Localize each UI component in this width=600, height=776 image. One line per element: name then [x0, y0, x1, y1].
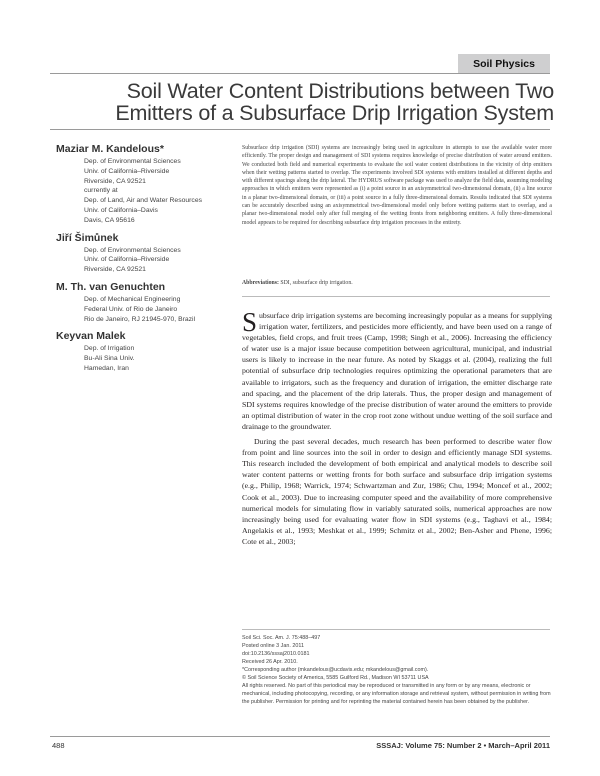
abstract: Subsurface drip irrigation (SDI) systems are increasingly being used in agriculture in attempts to use the available water more efficiently. The proper design and management of SDI systems requires knowledge of precise distribution of water around emitters. We conducted both field and numerical experiments to evaluate the soil water content distributions in the vicinity of drip emitters when their wetting patterns started to overlap. The experiments involved SDI systems with emitters installed at different depths and with different spacings along the drip lateral. The HYDRUS software package was used to analyze the field data, assuming modeling approaches in which emitters were represented as (i) a point source in an axisymmetrical two-dimensional domain, (ii) a line source in a planar two-dimensional domain, or (iii) a point source in a fully three-dimensional domain. Results indicated that SDI systems can be accurately described using an axisymmetrical two-dimensional model only before wetting patterns start to overlap, and a planar two-dimensional model only after full merging of the wetting fronts from neighboring emitters. A fully three-dimensional model appears to be required for describing subsurface drip irrigation processes in the entirety. — [242, 145, 552, 226]
footnote-line: © Soil Science Society of America, 5585 Guilford Rd., Madison WI 53711 USA — [242, 675, 429, 681]
article-title: Soil Water Content Distributions between Two Emitters of a Subsurface Drip Irrigation System — [115, 79, 554, 125]
author-name: Jiří Šimůnek — [56, 231, 119, 244]
affiliation-line: Dep. of Mechanical Engineering — [84, 295, 181, 303]
paragraph-text: ubsurface drip irrigation systems are becoming increasingly popular as a means for supplying irrigation water, fertilizers, and pesticides more efficiently, and have been used on a range of vegetables, field crops, and fruit trees (Camp, 1998; Singh et al., 2006). Increasing the efficiency of water use is a major issue because competition between agricultural, municipal, and industrial users is likely to increase in the near future. As noted by Skaggs et al. (2004), realizing the full potential of subsurface drip technologies requires optimizing the operational parameters that are available to irrigators, such as the frequency and duration of irrigation, the emitter discharge rate and spacing, and the placement of the drip laterals. Thus, the proper design and management of SDI systems requires knowledge of the precise distribution of water around the emitters to provide an optimal distribution of water in the crop root zone without undue wetting of the soil surface and drainage to the groundwater. — [242, 311, 552, 431]
affiliation-line: Dep. of Irrigation — [84, 345, 135, 353]
footnote-line: Received 26 Apr. 2010. — [242, 659, 298, 665]
affiliation-line: Univ. of California–Riverside — [84, 167, 170, 175]
abstract-divider — [242, 296, 550, 297]
footnote-line: Soil Sci. Soc. Am. J. 75:488–497 — [242, 635, 321, 641]
section-label: Soil Physics — [458, 54, 550, 73]
journal-info: SSSAJ: Volume 75: Number 2 • March–April 2011 — [376, 741, 550, 750]
abbreviations-text: SDI, subsurface drip irrigation. — [280, 280, 353, 286]
top-divider — [50, 73, 550, 74]
affiliation-line: Riverside, CA 92521 — [84, 177, 146, 185]
author-name: Maziar M. Kandelous* — [56, 143, 164, 155]
body-text — [242, 307, 552, 547]
body-paragraph — [242, 307, 552, 432]
author-block — [56, 330, 231, 373]
footnote-line: Posted online 3 Jan. 2011 — [242, 643, 304, 649]
author-block — [56, 232, 231, 275]
footer-divider — [50, 736, 550, 737]
affiliation-line: Bu-Ali Sina Univ. — [84, 355, 135, 363]
title-divider — [50, 129, 550, 130]
affiliation-line: Davis, CA 95616 — [84, 216, 135, 224]
abbreviations — [242, 280, 552, 286]
affiliation-line: Rio de Janeiro, RJ 21945-970, Brazil — [84, 315, 196, 323]
affiliation-line: Univ. of California–Davis — [84, 206, 158, 214]
affiliation-line: currently at — [84, 187, 118, 195]
body-paragraph: During the past several decades, much research has been performed to describe water flow from point and line sources into the soil in order to design and efficiently manage SDI systems. This research included the development of both empirical and analytical models to describe soil water content patterns or wetting fronts for both surface and subsurface drip irrigation systems (e.g., Philip, 1968; Warrick, 1974; Schwartzman and Zur, 1986; Chu, 1994; Moncef et al., 2002; Cook et al., 2003). Due to increasing computer speed and the availability of more comprehensive numerical models for simulating flow in variably saturated soils, numerical approaches are now increasingly being used for evaluating water flow in SDI systems (e.g., Taghavi et al., 1984; Angelakis et al., 1993; Meshkat et al., 1999; Schmitz et al., 2002; Ben-Asher and Phene, 1996; Cote et al., 2003; — [242, 437, 552, 546]
affiliation-line: Riverside, CA 92521 — [84, 266, 146, 274]
author-name: Keyvan Malek — [56, 330, 126, 343]
author-name: M. Th. van Genuchten — [56, 280, 166, 293]
affiliation-line: Hamedan, Iran — [84, 364, 129, 372]
footnotes — [242, 634, 552, 706]
affiliation-line: Univ. of California–Riverside — [84, 256, 170, 264]
author-block — [56, 143, 231, 226]
page-number: 488 — [52, 741, 65, 750]
author-list — [56, 143, 231, 380]
footnote-line: doi:10.2136/sssaj2010.0181 — [242, 651, 310, 657]
footnote-line: *Corresponding author (mkandelous@ucdavis.edu; mkandelous@gmail.com). — [242, 667, 429, 673]
drop-cap: S — [242, 307, 258, 337]
abbreviations-label: Abbreviations: — [242, 280, 279, 286]
affiliation-line: Dep. of Environmental Sciences — [84, 158, 181, 165]
permission-notice: All rights reserved. No part of this periodical may be reproduced or transmitted in any form or by any means, electronic or mechanical, including photocopying, recording, or any information storage and retrieval system, without permission in writing from the publisher. Permission for printing and for reprinting the material contained herein has been obtained by the publisher. — [242, 683, 551, 705]
footnote-divider — [242, 629, 550, 630]
affiliation-line: Federal Univ. of Rio de Janeiro — [84, 305, 178, 313]
author-block — [56, 281, 231, 324]
affiliation-line: Dep. of Land, Air and Water Resources — [84, 197, 202, 205]
affiliation-line: Dep. of Environmental Sciences — [84, 246, 181, 254]
